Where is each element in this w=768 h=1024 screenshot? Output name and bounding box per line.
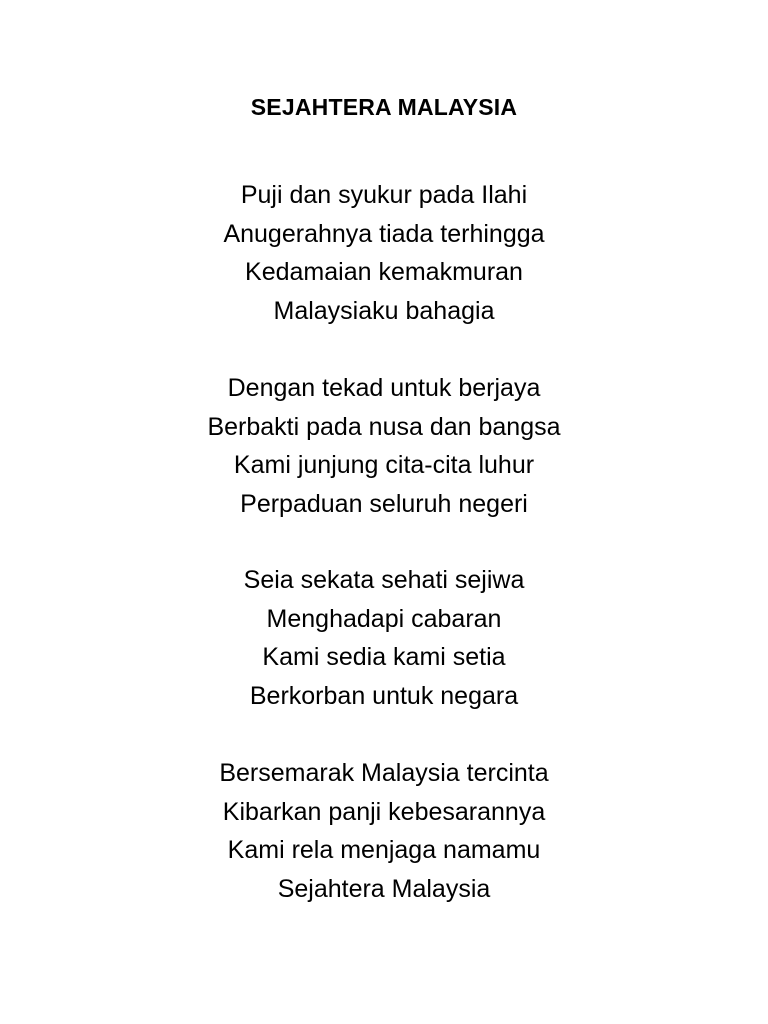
verse-line: Malaysiaku bahagia [273,296,495,325]
verse-line: Kami rela menjaga namamu [227,836,541,864]
verse-line: Kami junjung cita-cita luhur [233,451,535,479]
verse-line: Berkorban untuk negara [249,681,519,710]
verse-line: Kedamaian kemakmuran [245,258,523,286]
verse-line: Seia sekata sehati sejiwa [243,566,525,594]
stanza-1 [0,176,768,330]
verse-line: Sejahtera Malaysia [277,874,491,903]
verse-line: Bersemarak Malaysia tercinta [219,759,549,787]
verse-line: Menghadapi cabaran [266,604,502,633]
stanza-4 [0,754,768,908]
stanza-3 [0,561,768,715]
verse-line: Kami sedia kami setia [262,643,506,671]
page-title: SEJAHTERA MALAYSIA [250,94,518,120]
verse-line: Kibarkan panji kebesarannya [222,797,546,826]
verse-line: Anugerahnya tiada terhingga [223,219,545,248]
stanza-2 [0,369,768,523]
verse-line: Berbakti pada nusa dan bangsa [207,412,561,441]
verse-line: Puji dan syukur pada Ilahi [240,181,528,209]
verse-line: Dengan tekad untuk berjaya [227,374,541,402]
verse-line: Perpaduan seluruh negeri [240,489,528,518]
